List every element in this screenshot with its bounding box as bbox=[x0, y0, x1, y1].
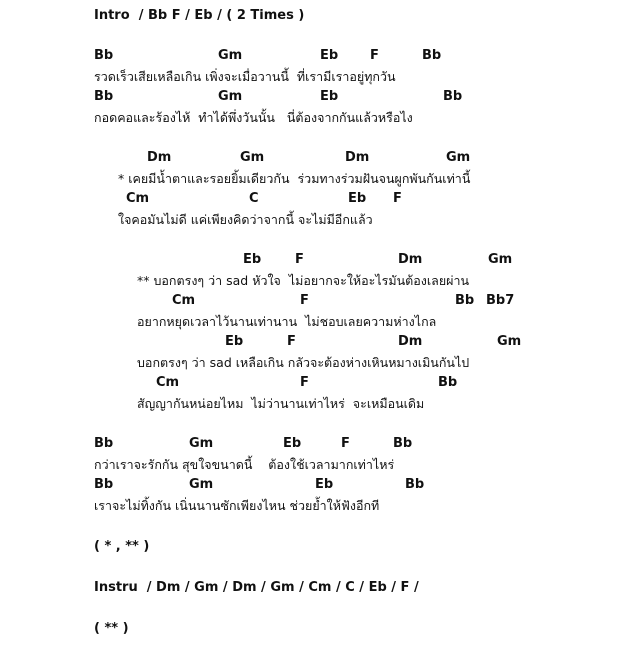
chord: Eb bbox=[320, 89, 339, 104]
chord: F bbox=[287, 334, 296, 349]
repeat-marker: ( ** ) bbox=[94, 621, 129, 636]
chord: F bbox=[295, 252, 304, 267]
chord: Gm bbox=[488, 252, 513, 267]
lyric-line: ใจคอมันไม่ดี แค่เพียงคิดว่าจากนี้ จะไม่มีอีกแล้ว bbox=[118, 212, 373, 227]
lyric-line: ** บอกตรงๆ ว่า sad หัวใจ ไม่อยากจะให้อะไรมันต้องเลยผ่าน bbox=[137, 273, 470, 288]
lyric-line: * เคยมีน้ำตาและรอยยิ้มเดียวกัน ร่วมทางร่วมฝันจนผูกพันกันเท่านี้ bbox=[118, 171, 471, 186]
chord: Dm bbox=[398, 334, 423, 349]
chord: Eb bbox=[225, 334, 244, 349]
chord: Bb bbox=[94, 436, 114, 451]
lyric-line: เราจะไม่ทิ้งกัน เนิ่นนานซักเพียงไหน ช่วยย้ำให้ฟังอีกที bbox=[94, 498, 380, 513]
chord: Eb bbox=[243, 252, 262, 267]
chord: Cm bbox=[156, 375, 180, 390]
chord: Gm bbox=[240, 150, 265, 165]
lyric-line: อยากหยุดเวลาไว้นานเท่านาน ไม่ชอบเลยความห่างไกล bbox=[137, 314, 437, 329]
chord: Bb bbox=[438, 375, 458, 390]
chord: Bb7 bbox=[486, 293, 515, 308]
lyric-line: บอกตรงๆ ว่า sad เหลือเกิน กลัวจะต้องห่างเหินหมางเมินกันไป bbox=[137, 355, 470, 370]
chord: Gm bbox=[218, 89, 243, 104]
chord: F bbox=[300, 375, 309, 390]
chord: Bb bbox=[94, 89, 114, 104]
chord: Gm bbox=[218, 48, 243, 63]
chord: Cm bbox=[172, 293, 196, 308]
chord: Eb bbox=[315, 477, 334, 492]
chord: Dm bbox=[147, 150, 172, 165]
chord: Gm bbox=[446, 150, 471, 165]
chord: Eb bbox=[283, 436, 302, 451]
chord: Bb bbox=[393, 436, 413, 451]
chord: F bbox=[370, 48, 379, 63]
lyric-line: รวดเร็วเสียเหลือเกิน เพิ่งจะเมื่อวานนี้ ที่เรามีเราอยู่ทุกวัน bbox=[94, 69, 396, 84]
chord: Bb bbox=[455, 293, 475, 308]
repeat-marker: ( * , ** ) bbox=[94, 539, 150, 554]
chord: Dm bbox=[398, 252, 423, 267]
chord: Bb bbox=[443, 89, 463, 104]
chord: Bb bbox=[94, 48, 114, 63]
instrumental-line: Instru / Dm / Gm / Dm / Gm / Cm / C / Eb / F / bbox=[94, 580, 419, 595]
chord: F bbox=[341, 436, 350, 451]
chord: Dm bbox=[345, 150, 370, 165]
chord: Eb bbox=[320, 48, 339, 63]
lyric-line: กว่าเราจะรักกัน สุขใจขนาดนี้ ต้องใช้เวลามากเท่าไหร่ bbox=[94, 457, 395, 472]
lyric-line: กอดคอและร้องไห้ ทำได้พึ่งวันนั้น นี่ต้องจากกันแล้วหรือไง bbox=[94, 110, 413, 125]
chord: Eb bbox=[348, 191, 367, 206]
chord: Cm bbox=[126, 191, 150, 206]
lyric-line: สัญญากันหน่อยไหม ไม่ว่านานเท่าไหร่ จะเหมือนเดิม bbox=[137, 396, 425, 411]
chord: Gm bbox=[189, 477, 214, 492]
chord: F bbox=[393, 191, 402, 206]
chord: Gm bbox=[189, 436, 214, 451]
chord: Gm bbox=[497, 334, 522, 349]
intro-line: Intro / Bb F / Eb / ( 2 Times ) bbox=[94, 8, 305, 23]
chord: Bb bbox=[94, 477, 114, 492]
chord: Bb bbox=[405, 477, 425, 492]
chord: C bbox=[249, 191, 259, 206]
chord: F bbox=[300, 293, 309, 308]
chord: Bb bbox=[422, 48, 442, 63]
